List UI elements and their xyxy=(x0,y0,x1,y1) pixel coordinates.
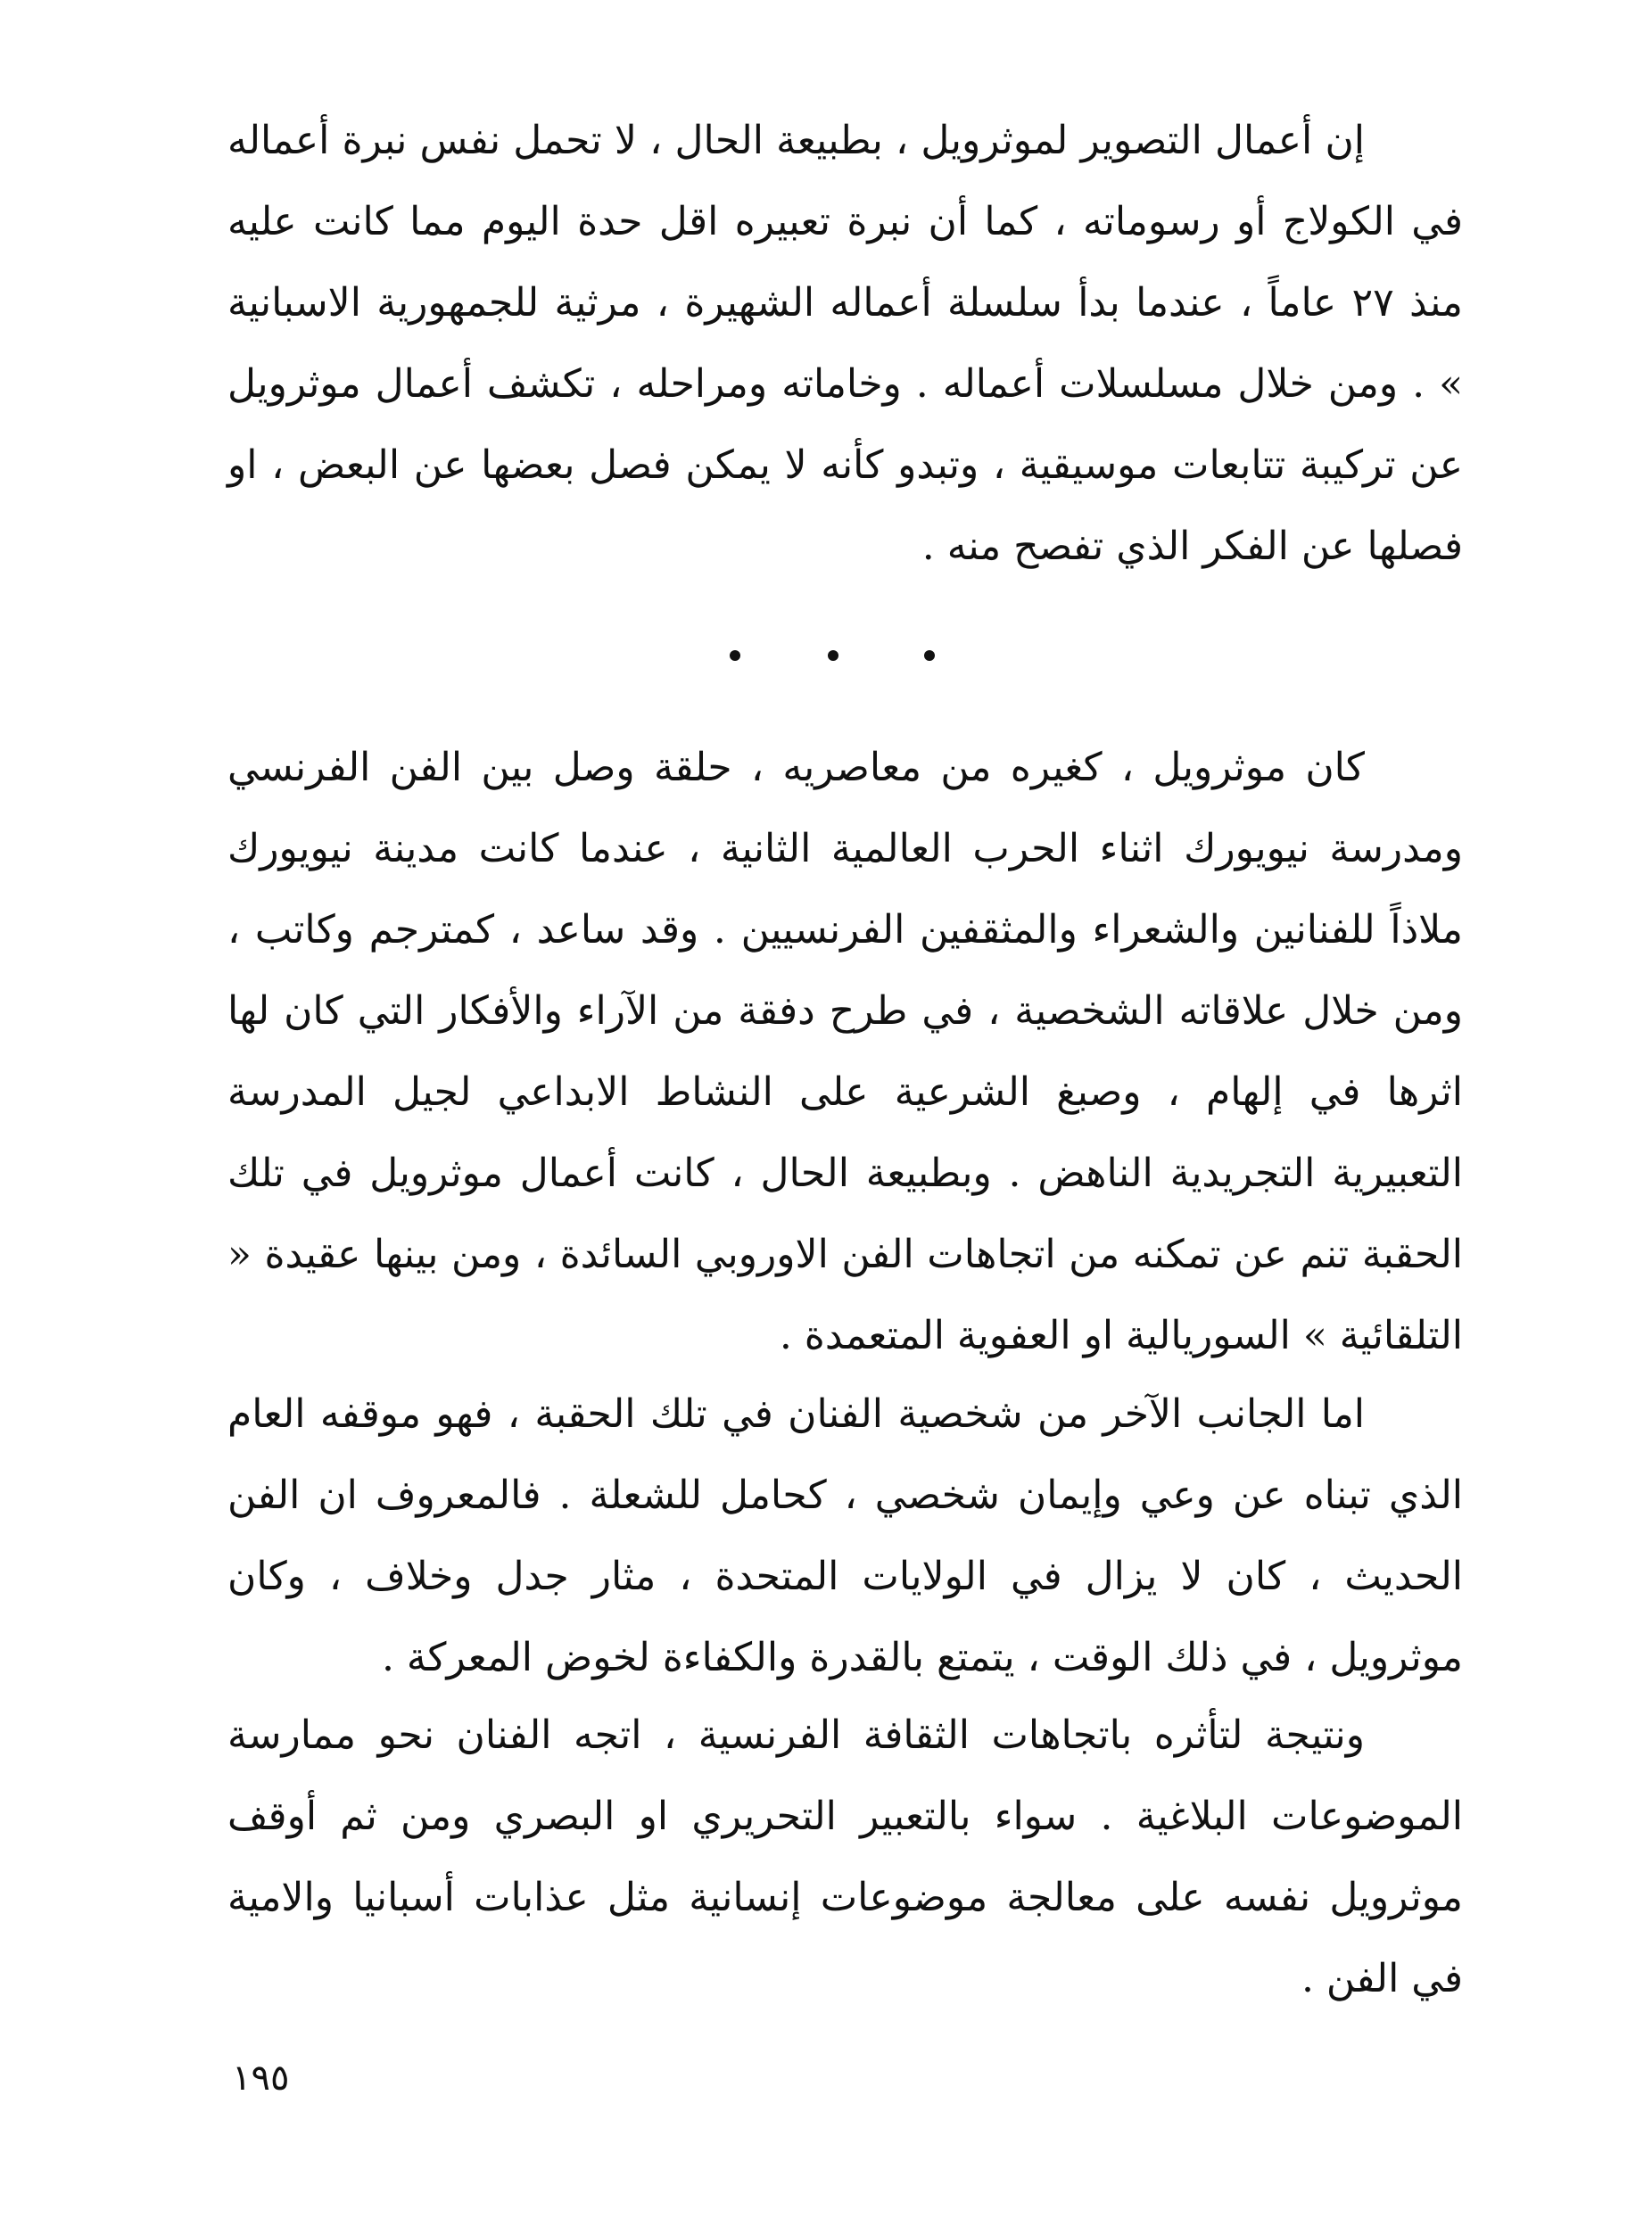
separator-dot xyxy=(828,650,838,661)
section-separator xyxy=(0,638,1652,673)
paragraph-1 xyxy=(227,100,1463,587)
paragraph-2-text: كان موثرويل ، كغيره من معاصريه ، حلقة وصل بين الفن الفرنسي ومدرسة نيويورك اثناء الحرب العالمية الثانية ، عندما كانت مدينة نيويورك ملاذاً للفنانين والشعراء والمثقفين الفرنسيين . وقد ساعد ، كمترجم وكاتب ، ومن خلال علاقاته الشخصية ، في طرح دفقة من الآراء والأفكار التي كان لها اثرها في إلهام ، وصبغ الشرعية على النشاط الابداعي لجيل المدرسة التعبيرية التجريدية الناهض . وبطبيعة الحال ، كانت أعمال موثرويل في تلك الحقبة تنم عن تمكنه من اتجاهات الفن الاوروبي السائدة ، ومن بينها عقيدة « التلقائية » السوريالية او العفوية المتعمدة . xyxy=(227,745,1463,1358)
paragraph-4-text: ونتيجة لتأثره باتجاهات الثقافة الفرنسية ، اتجه الفنان نحو ممارسة الموضوعات البلاغية . سواء بالتعبير التحريري او البصري ومن ثم أوقف موثرويل نفسه على معالجة موضوعات إنسانية مثل عذابات أسبانيا والامية في الفن . xyxy=(227,1712,1463,2001)
paragraph-4 xyxy=(227,1695,1463,2019)
page-number: ١٩٥ xyxy=(232,2058,290,2099)
separator-dot xyxy=(730,650,740,661)
paragraph-3-text: اما الجانب الآخر من شخصية الفنان في تلك الحقبة ، فهو موقفه العام الذي تبناه عن وعي وإيمان شخصي ، كحامل للشعلة . فالمعروف ان الفن الحديث ، كان لا يزال في الولايات المتحدة ، مثار جدل وخلاف ، وكان موثرويل ، في ذلك الوقت ، يتمتع بالقدرة والكفاءة لخوض المعركة . xyxy=(227,1391,1463,1680)
paragraph-2 xyxy=(227,727,1463,1376)
paragraph-3 xyxy=(227,1373,1463,1698)
separator-dot xyxy=(924,650,935,661)
paragraph-1-text: إن أعمال التصوير لموثرويل ، بطبيعة الحال ، لا تحمل نفس نبرة أعماله في الكولاج أو رسوماته ، كما أن نبرة تعبيره اقل حدة اليوم مما كانت عليه منذ ٢٧ عاماً ، عندما بدأ سلسلة أعماله الشهيرة ، مرثية للجمهورية الاسبانية » . ومن خلال مسلسلات أعماله . وخاماته ومراحله ، تكشف أعمال موثرويل عن تركيبة تتابعات موسيقية ، وتبدو كأنه لا يمكن فصل بعضها عن البعض ، او فصلها عن الفكر الذي تفصح منه . xyxy=(227,118,1463,569)
